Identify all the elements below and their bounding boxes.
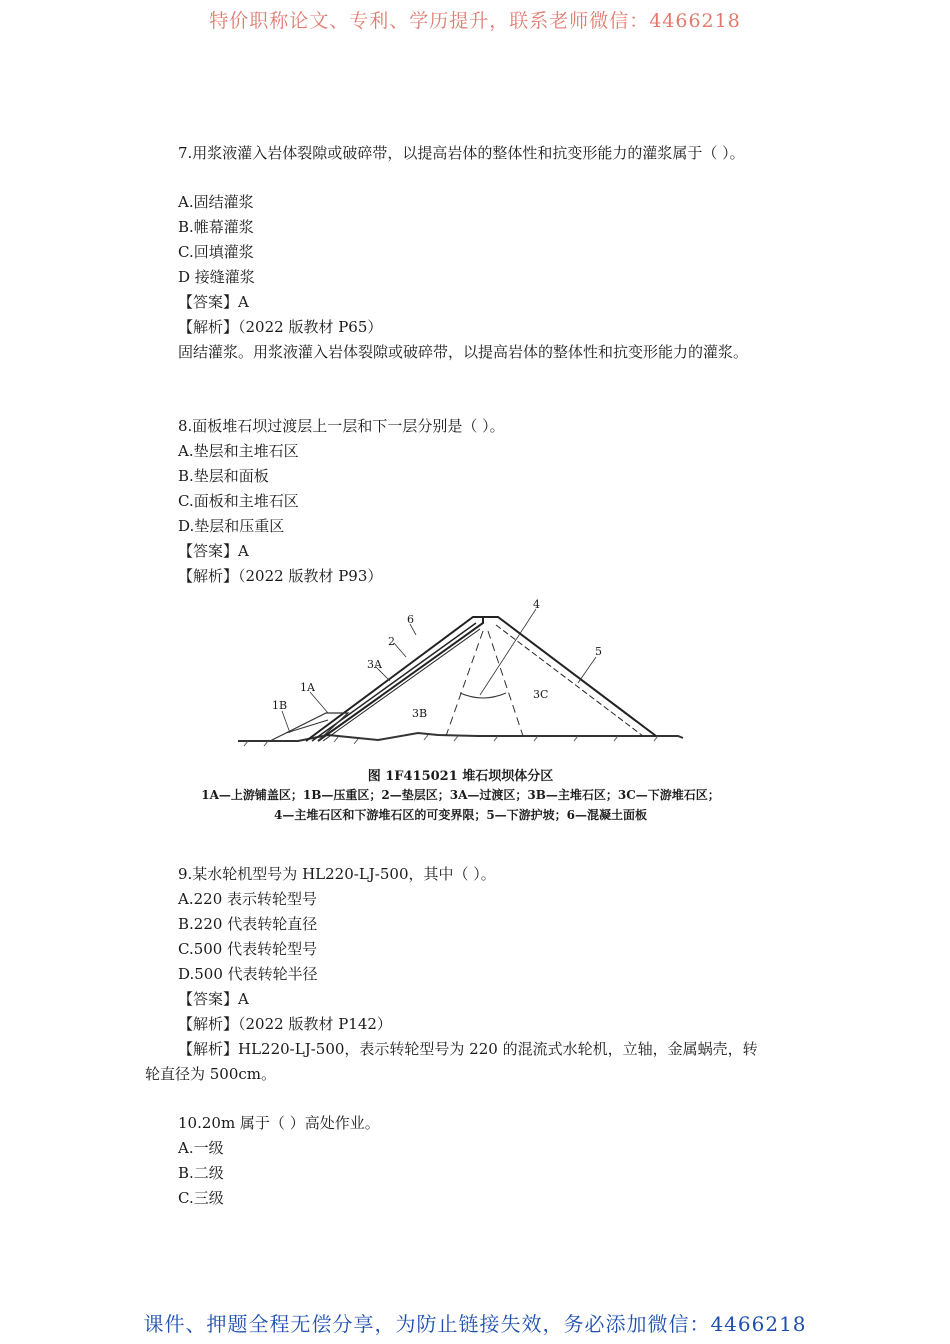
q9-analysis: 【解析】（2022 版教材 P142） [178,1015,392,1033]
dam-diagram [178,595,743,760]
label-1B: 1B [272,699,288,712]
downstream-slope [483,617,656,736]
q8-analysis: 【解析】（2022 版教材 P93） [178,567,383,585]
header-banner: 特价职称论文、专利、学历提升，联系老师微信：4466218 [209,10,741,32]
label-3C: 3C [533,688,549,701]
q9-question: 9.某水轮机型号为 HL220-LJ-500，其中（ ）。 [178,865,496,883]
figure-caption: 图 1F415021 堆石坝坝体分区 [367,769,554,784]
q8-answer: 【答案】A [178,542,249,560]
q8-question: 8.面板堆石坝过渡层上一层和下一层分别是（ ）。 [178,417,505,435]
q9-explanation-1: 【解析】HL220-LJ-500，表示转轮型号为 220 的混流式水轮机，立轴，金属蜗壳，转 [178,1040,758,1058]
label-3B: 3B [412,707,428,720]
footer-banner: 课件、押题全程无偿分享，为防止链接失效，务必添加微信：4466218 [143,1312,807,1336]
q8-option-b: B.垫层和面板 [178,467,269,485]
downstream-protection [496,625,643,736]
figure-legend-1: 1A—上游铺盖区；1B—压重区；2—垫层区；3A—过渡区；3B—主堆石区；3C—下游堆石区； [201,788,720,802]
q10-question: 10.20m 属于（ ）高处作业。 [178,1114,380,1132]
label-4: 4 [533,598,540,611]
q7-explanation: 固结灌浆。用浆液灌入岩体裂隙或破碎带，以提高岩体的整体性和抗变形能力的灌浆。 [178,343,749,361]
dam-zoning-figure [178,595,743,830]
q7-option-c: C.回填灌浆 [178,243,254,261]
variable-boundary-left [446,631,483,736]
variable-boundary-right [488,631,523,736]
q9-option-b: B.220 代表转轮直径 [178,915,318,933]
transition-zone [323,629,480,741]
q7-option-d: D 接缝灌浆 [178,268,255,286]
boundary-arc [460,693,506,698]
q9-answer: 【答案】A [178,990,249,1008]
q8-option-c: C.面板和主堆石区 [178,492,299,510]
q7-answer: 【答案】A [178,293,249,311]
q8-option-d: D.垫层和压重区 [178,517,285,535]
q7-question: 7.用浆液灌入岩体裂隙或破碎带，以提高岩体的整体性和抗变形能力的灌浆属于（ ）。 [178,144,745,162]
q7-analysis: 【解析】（2022 版教材 P65） [178,318,383,336]
q10-option-b: B.二级 [178,1164,224,1182]
ground-line [238,733,683,741]
label-6: 6 [407,613,414,626]
q9-option-a: A.220 表示转轮型号 [178,890,317,908]
label-5: 5 [595,645,602,658]
q9-explanation-2: 轮直径为 500cm。 [145,1065,277,1083]
figure-legend-2: 4—主堆石区和下游堆石区的可变界限；5—下游护坡；6—混凝土面板 [273,808,648,822]
q8-option-a: A.垫层和主堆石区 [178,442,299,460]
label-1A: 1A [300,681,315,694]
q7-option-a: A.固结灌浆 [178,193,254,211]
q9-option-d: D.500 代表转轮半径 [178,965,318,983]
q10-option-a: A.一级 [178,1139,224,1157]
q10-option-c: C.三级 [178,1189,224,1207]
label-3A: 3A [367,658,382,671]
q7-option-b: B.帷幕灌浆 [178,218,254,236]
label-2: 2 [388,635,395,648]
q9-option-c: C.500 代表转轮型号 [178,940,318,958]
